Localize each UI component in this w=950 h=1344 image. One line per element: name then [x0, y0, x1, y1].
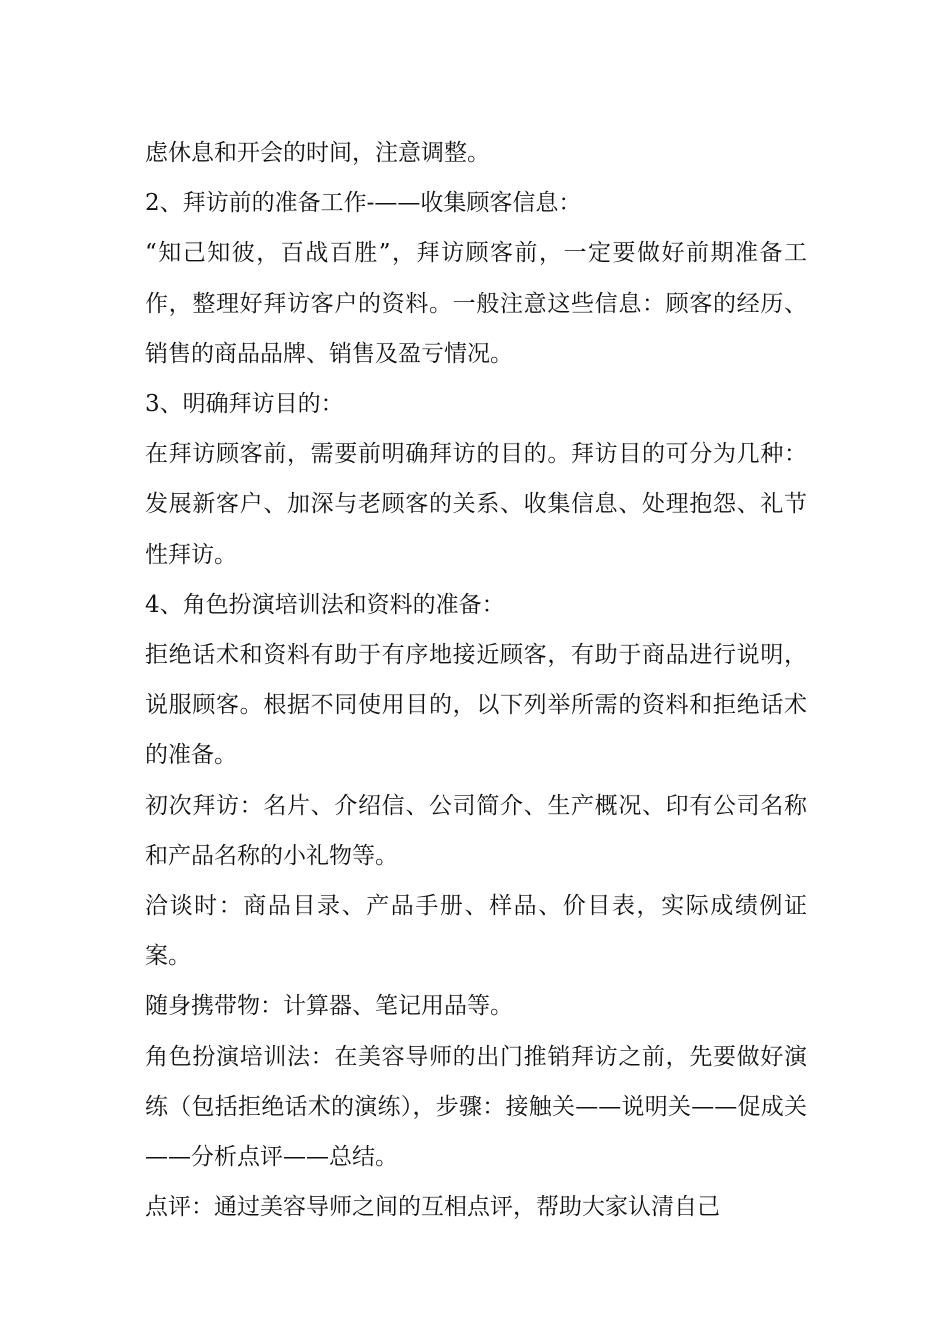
paragraph-review: 点评：通过美容导师之间的互相点评，帮助大家认清自己 — [145, 1194, 720, 1221]
heading-visit-purpose: 3、明确拜访目的： — [145, 391, 344, 418]
heading-role-play: 4、角色扮演培训法和资料的准备： — [145, 591, 505, 618]
document-body — [145, 128, 807, 1232]
paragraph-customer-info: “知己知彼，百战百胜”，拜访顾客前，一定要做好前期准备工作，整理好拜访客户的资料。一般注意这些信息：顾客的经历、销售的商品品牌、销售及盈亏情况。 — [145, 240, 807, 367]
paragraph-rest-and-meeting: 虑休息和开会的时间，注意调整。 — [145, 140, 490, 166]
paragraph-role-play-steps: 角色扮演培训法：在美容导师的出门推销拜访之前，先要做好演练（包括拒绝话术的演练），步骤：接触关——说明关——促成关——分析点评——总结。 — [145, 1043, 807, 1171]
paragraph-carry-items: 随身携带物：计算器、笔记用品等。 — [145, 993, 513, 1020]
paragraph-rejection-scripts: 拒绝话术和资料有助于有序地接近顾客，有助于商品进行说明，说服顾客。根据不同使用目的，以下列举所需的资料和拒绝话术的准备。 — [145, 642, 807, 769]
paragraph-visit-purpose: 在拜访顾客前，需要前明确拜访的目的。拜访目的可分为几种：发展新客户、加深与老顾客的关系、收集信息、处理抱怨、礼节性拜访。 — [145, 441, 807, 568]
heading-preparation: 2、拜访前的准备工作-——收集顾客信息： — [145, 190, 582, 217]
paragraph-first-visit: 初次拜访：名片、介绍信、公司简介、生产概况、印有公司名称和产品名称的小礼物等。 — [145, 792, 807, 869]
paragraph-negotiation: 洽谈时：商品目录、产品手册、样品、价目表，实际成绩例证案。 — [145, 893, 807, 970]
